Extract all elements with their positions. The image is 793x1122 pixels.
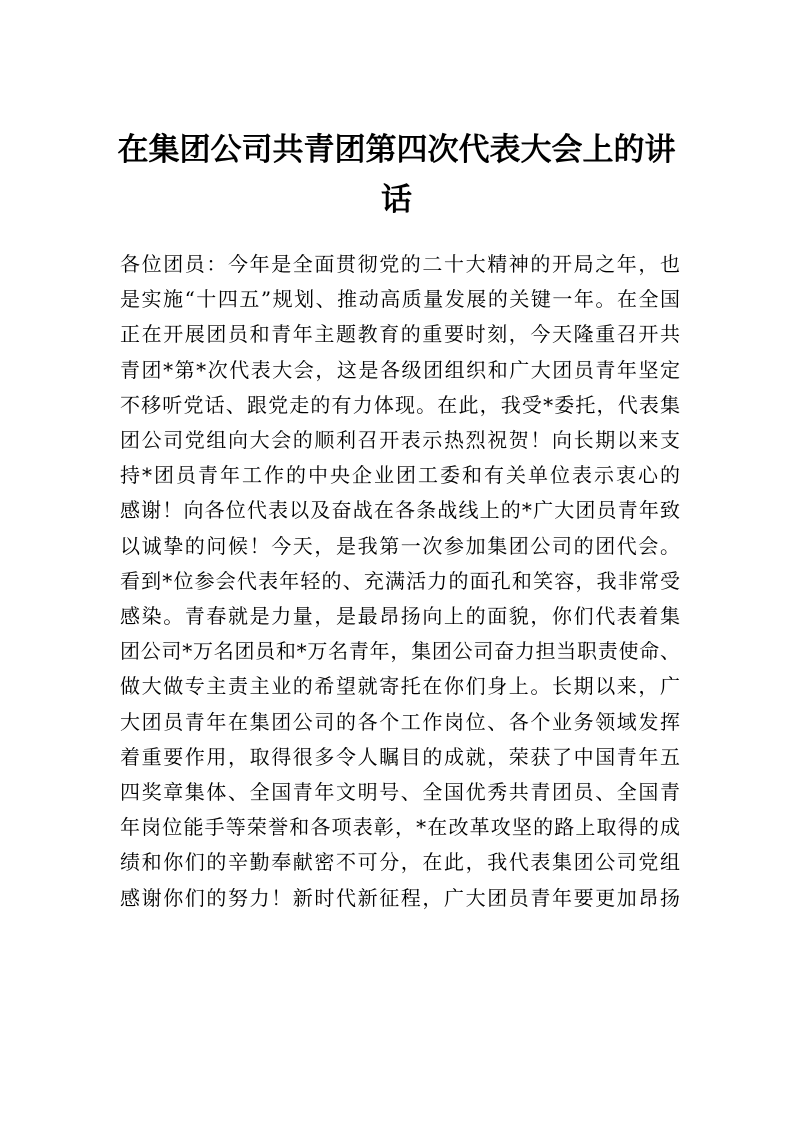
body-line: 感染。青春就是力量，是最昂扬向上的面貌，你们代表着集 (120, 604, 680, 629)
speech-body (120, 247, 680, 916)
body-line: 正在开展团员和青年主题教育的重要时刻，今天隆重召开共 (120, 322, 680, 347)
body-line: 看到*位参会代表年轻的、充满活力的面孔和笑容，我非常受 (120, 568, 680, 593)
body-line: 着重要作用，取得很多令人瞩目的成就，荣获了中国青年五 (120, 744, 680, 769)
body-line: 持*团员青年工作的中央企业团工委和有关单位表示衷心的 (120, 463, 680, 488)
body-line: 青团*第*次代表大会，这是各级团组织和广大团员青年坚定 (120, 357, 680, 382)
body-line: 感谢！向各位代表以及奋战在各条战线上的*广大团员青年致 (120, 498, 680, 523)
body-line: 感谢你们的努力！新时代新征程，广大团员青年要更加昂扬 (120, 885, 680, 910)
document-title (110, 125, 683, 225)
body-line: 大团员青年在集团公司的各个工作岗位、各个业务领域发挥 (120, 709, 680, 734)
body-line: 以诚挚的问候！今天，是我第一次参加集团公司的团代会。 (120, 533, 680, 558)
body-line: 年岗位能手等荣誉和各项表彰，*在改革攻坚的路上取得的成 (120, 815, 680, 840)
body-line: 绩和你们的辛勤奉献密不可分，在此，我代表集团公司党组 (120, 850, 680, 875)
body-line: 是实施“十四五”规划、推动高质量发展的关键一年。在全国 (120, 287, 680, 312)
body-line: 做大做专主责主业的希望就寄托在你们身上。长期以来，广 (120, 674, 680, 699)
body-line: 四奖章集体、全国青年文明号、全国优秀共青团员、全国青 (120, 780, 680, 805)
body-line: 团公司*万名团员和*万名青年，集团公司奋力担当职责使命、 (120, 639, 680, 664)
body-line: 团公司党组向大会的顺利召开表示热烈祝贺！向长期以来支 (120, 428, 680, 453)
body-line: 各位团员：今年是全面贯彻党的二十大精神的开局之年，也 (120, 252, 680, 276)
body-line: 不移听党话、跟党走的有力体现。在此，我受*委托，代表集 (120, 392, 680, 417)
title-line: 话 (381, 182, 412, 218)
title-line: 在集团公司共青团第四次代表大会上的讲 (117, 132, 676, 168)
